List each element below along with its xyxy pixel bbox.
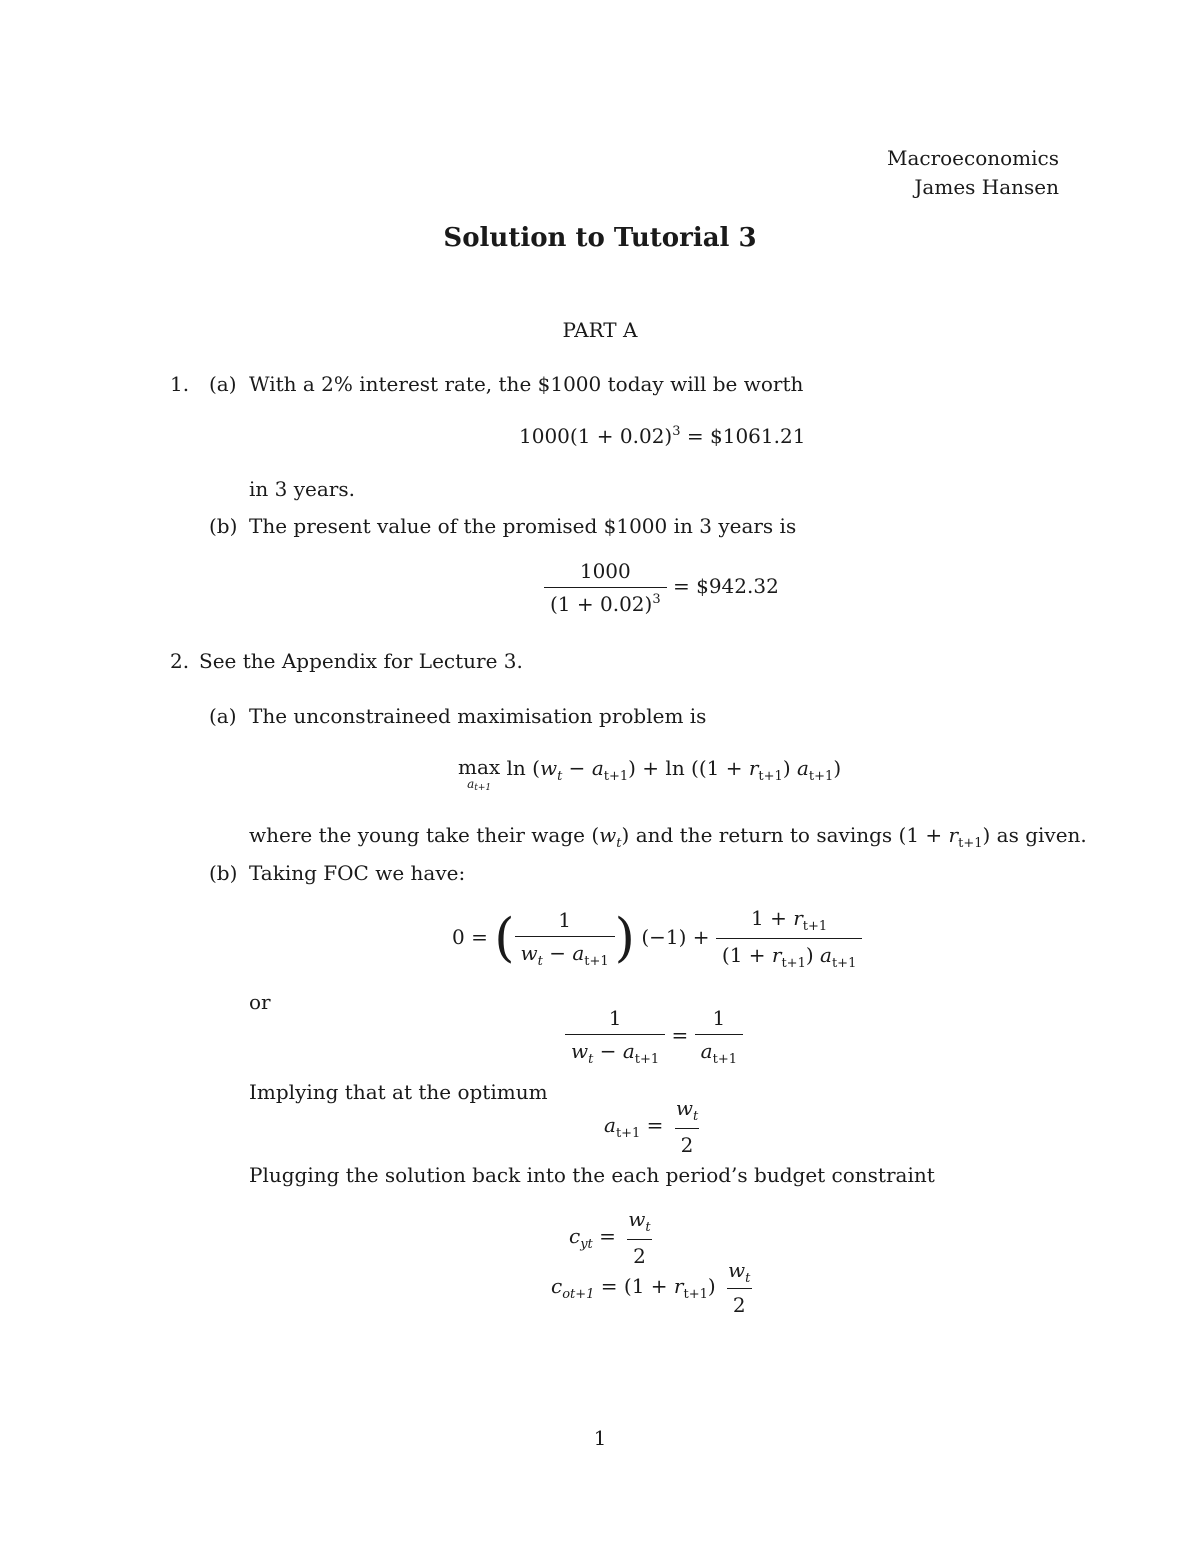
cons-young-equation: $c_{yt}$ = $\frac{w_t}{2}$ — [569, 1207, 657, 1268]
q1b-label: (b) — [209, 514, 238, 538]
or-equation: $\frac{1}{w_t - a_{t+1}}$ = $\frac{1}{a_{t+1}}$ — [565, 1006, 743, 1067]
cons-old-equation: $c_{ot+1} = (1 + r_{t+1})$ $\frac{w_t}{2}$ — [551, 1258, 756, 1317]
q2b-label: (b) — [209, 861, 238, 885]
q2a-where: where the young take their wage $(w_t)$ and the return to savings $(1 + r_{t+1})$ as given. — [249, 823, 1087, 851]
page-title: Solution to Tutorial 3 — [443, 223, 757, 253]
q1a-equation — [519, 424, 805, 448]
q2a-label: (a) — [209, 704, 237, 728]
optimum-fraction: $\frac{w_t}{2}$ — [675, 1096, 699, 1157]
q1b-equation — [544, 559, 779, 616]
or-fraction-2: $\frac{1}{a_{t+1}}$ — [695, 1006, 743, 1067]
q1a-eq-rhs: = $1061.21 — [686, 424, 806, 448]
q1a-label: (a) — [209, 372, 237, 396]
q1a-eq-exponent: 3 — [672, 424, 681, 439]
q1-number: 1. — [170, 372, 190, 396]
page-number: 1 — [593, 1426, 607, 1450]
q2-intro: See the Appendix for Lecture 3. — [199, 649, 523, 673]
course-name: Macroeconomics — [886, 146, 1059, 170]
max-operator: max $a_{t+1}$ — [458, 755, 501, 793]
q2b-text: Taking FOC we have: — [249, 861, 466, 885]
q1b-fraction — [544, 559, 667, 616]
q2a-max-equation: max $a_{t+1}$ $\ln (w_t - a_{t+1}) + \ln ((1 + r_{t+1})$ $a_{t+1}$) — [458, 755, 842, 793]
cons-old-fraction: $\frac{w_t}{2}$ — [728, 1258, 751, 1317]
optimum-equation: $a_{t+1}$ = $\frac{w_t}{2}$ — [604, 1096, 704, 1157]
plugging-text: Plugging the solution back into the each period’s budget constraint — [249, 1163, 935, 1187]
part-heading: PART A — [562, 318, 638, 342]
foc-fraction-1: $\frac{1}{w_t - a_{t+1}}$ — [515, 908, 615, 969]
or-fraction-1: $\frac{1}{w_t - a_{t+1}}$ — [565, 1006, 665, 1067]
q1b-text: The present value of the promised $1000 in 3 years is — [249, 514, 797, 538]
author-name: James Hansen — [914, 175, 1059, 199]
foc-equation: 0 = ( $\frac{1}{w_t - a_{t+1}}$ ) (−1) + $\frac{1 + r_{t+1}}{(1 + r_{t+1}) a_{t+1}}$ — [452, 906, 862, 971]
foc-fraction-2: $\frac{1 + r_{t+1}}{(1 + r_{t+1}) a_{t+1}}$ — [716, 906, 862, 971]
q2a-text: The unconstraineed maximisation problem is — [249, 704, 707, 728]
or-text: or — [249, 990, 271, 1014]
cons-young-fraction: $\frac{w_t}{2}$ — [628, 1207, 651, 1268]
q2-number: 2. — [170, 649, 190, 673]
q1b-rhs: = $942.32 — [672, 574, 779, 598]
q1a-after: in 3 years. — [249, 477, 355, 501]
q1b-denominator: $(1 + 0.02)^3$ — [544, 587, 667, 616]
q1b-numerator: 1000 — [579, 559, 631, 583]
implying-text: Implying that at the optimum — [249, 1080, 548, 1104]
q1a-eq-lhs: 1000(1 + 0.02) — [519, 424, 673, 448]
q1a-text: With a 2% interest rate, the $1000 today will be worth — [249, 372, 804, 396]
